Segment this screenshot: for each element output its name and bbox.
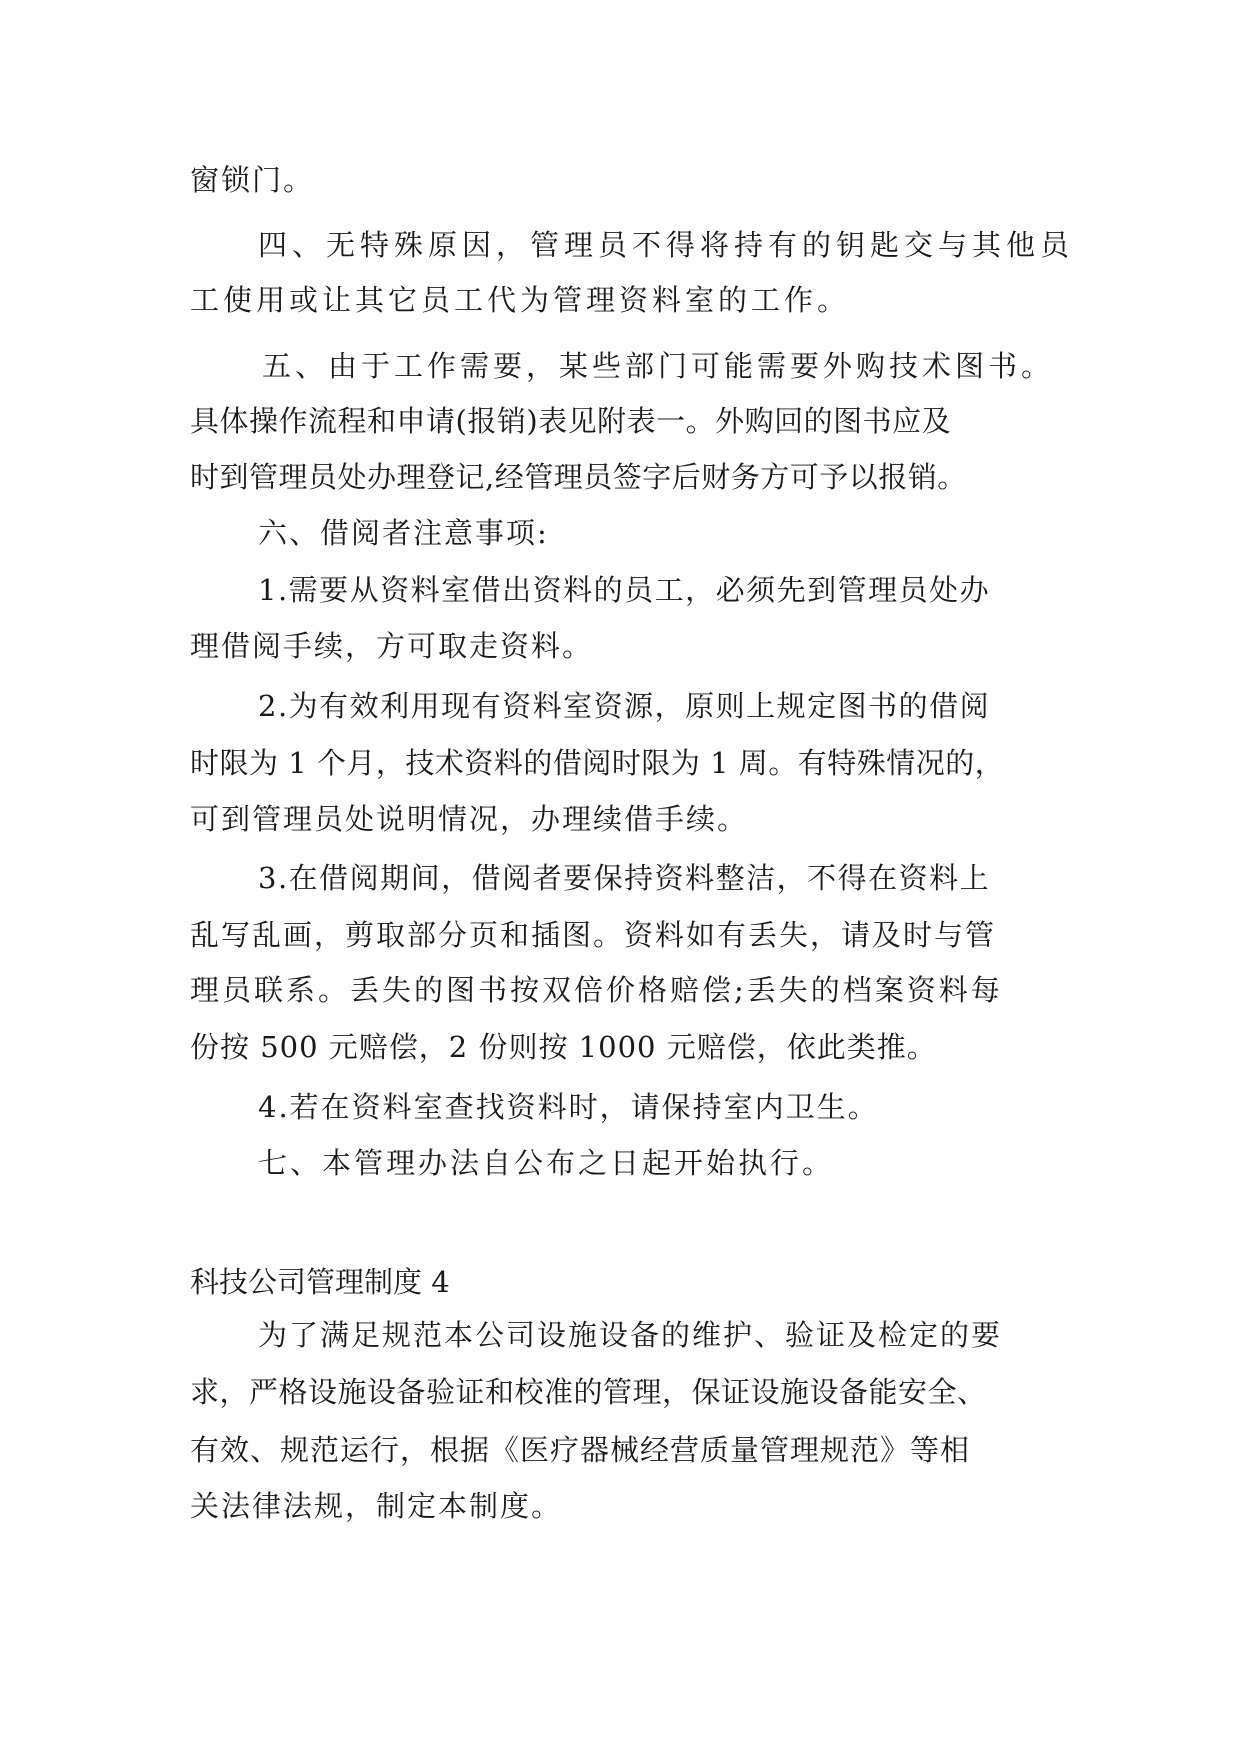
paragraph-line: 求，严格设施设备验证和校准的管理，保证设施设备能安全、 <box>190 1375 987 1409</box>
paragraph-line: 1.需要从资料室借出资料的员工，必须先到管理员处办 <box>258 573 991 607</box>
paragraph-line: 七、本管理办法自公布之日起开始执行。 <box>258 1146 835 1180</box>
paragraph-line: 2.为有效利用现有资料室资源，原则上规定图书的借阅 <box>258 689 991 723</box>
paragraph-line: 具体操作流程和申请(报销)表见附表一。外购回的图书应及 <box>190 404 952 438</box>
paragraph-line: 五、由于工作需要，某些部门可能需要外购技术图书。 <box>262 349 1055 383</box>
paragraph-line: 3.在借阅期间，借阅者要保持资料整洁，不得在资料上 <box>258 861 991 895</box>
paragraph-line: 理员联系。丢失的图书按双倍价格赔偿;丢失的档案资料每 <box>190 973 1003 1007</box>
paragraph-line: 4.若在资料室查找资料时，请保持室内卫生。 <box>258 1090 879 1124</box>
paragraph-line: 可到管理员处说明情况，办理续借手续。 <box>190 802 749 836</box>
paragraph-line: 六、借阅者注意事项: <box>258 516 549 550</box>
paragraph-line: 时到管理员处办理登记,经管理员签字后财务方可予以报销。 <box>190 460 967 494</box>
paragraph-line: 为了满足规范本公司设施设备的维护、验证及检定的要 <box>258 1318 1003 1352</box>
paragraph-line: 关法律法规，制定本制度。 <box>190 1489 563 1523</box>
paragraph-line: 有效、规范运行，根据《医疗器械经营质量管理规范》等相 <box>190 1433 971 1467</box>
paragraph-line: 份按 500 元赔偿，2 份则按 1000 元赔偿，依此类推。 <box>190 1030 937 1064</box>
paragraph-line: 窗锁门。 <box>190 163 315 197</box>
paragraph-line: 理借阅手续，方可取走资料。 <box>190 629 594 663</box>
paragraph-line: 乱写乱画，剪取部分页和插图。资料如有丢失，请及时与管 <box>190 918 997 952</box>
section-heading: 科技公司管理制度 4 <box>190 1265 450 1299</box>
paragraph-line: 工使用或让其它员工代为管理资料室的工作。 <box>190 283 851 317</box>
paragraph-line: 四、无特殊原因，管理员不得将持有的钥匙交与其他员 <box>258 228 1075 262</box>
paragraph-line: 时限为 1 个月，技术资料的借阅时限为 1 周。有特殊情况的， <box>190 746 1005 780</box>
